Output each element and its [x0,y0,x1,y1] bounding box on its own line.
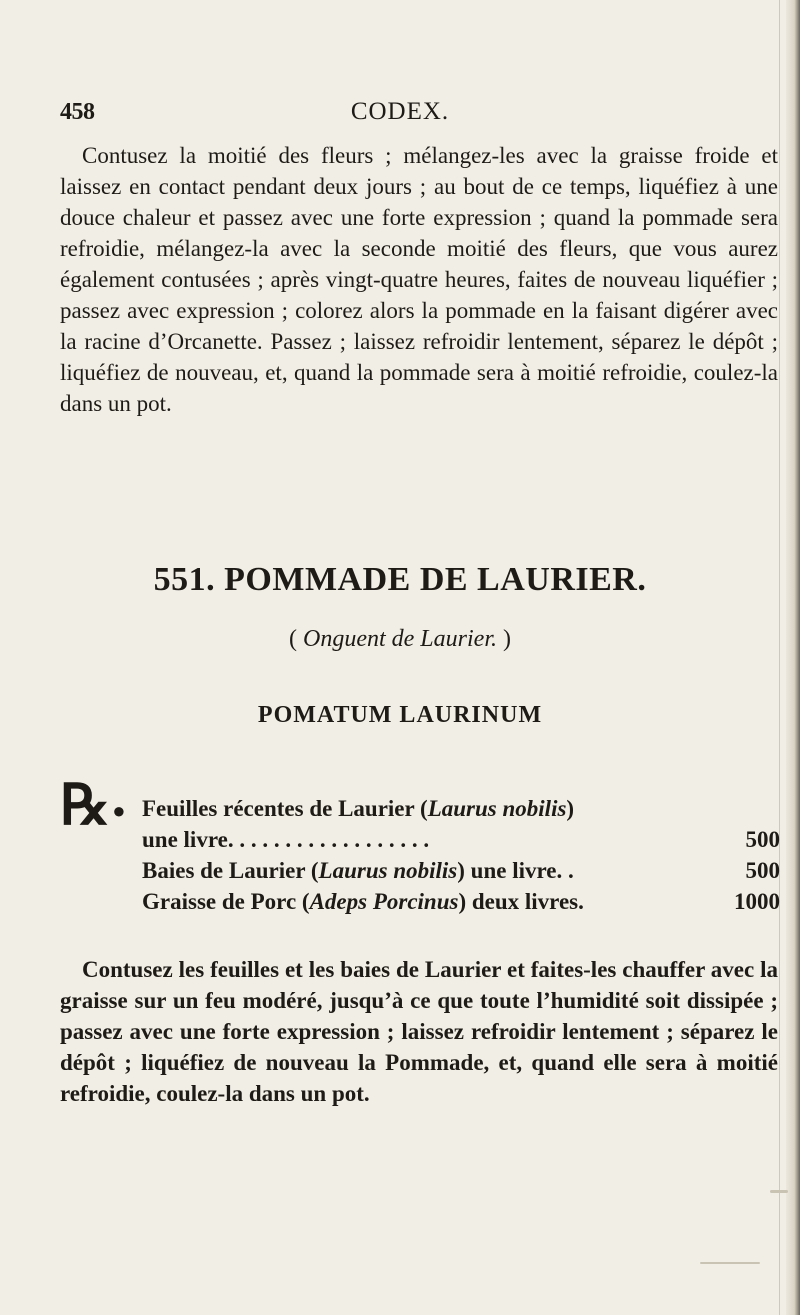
page-number: 458 [60,99,95,125]
ingredient-name-part: ) [566,796,575,821]
subtitle-italic: Onguent de Laurier. [303,626,497,652]
ingredient-name-part: une livre. . . . . . . . . . . . . . . . . . [142,827,430,852]
ingredient-line [142,886,780,917]
page-edge-line [779,0,780,1315]
ingredient-quantity: 500 [745,827,780,852]
latin-name: POMATUM LAURINUM [257,702,543,728]
ingredient-name-part: ) une livre. . [457,858,574,883]
ingredient-name-part: ) deux livres. [458,889,584,914]
rx-symbol [60,775,126,839]
section-subtitle [0,626,800,653]
subtitle-open-paren: ( [289,626,303,652]
method-paragraph: Contusez les feuilles et les baies de Laurier et faites-les chauffer avec la graisse sur un feu modéré, jusqu’à ce que toute l’humidité soit dissipée ; passez avec une forte expression ; laissez refroidir lentement ; séparez le dépôt ; liquéfiez de nouveau la Pommade, et, quand elle sera à moitié refroidie, coulez-la dans un pot. [60,957,778,1106]
ingredient-latin: Laurus nobilis [427,796,567,821]
ink-smudge [700,1262,760,1264]
running-head: CODEX. [350,98,450,125]
ink-smudge [770,1190,788,1193]
ingredient-name-part: Graisse de Porc ( [142,889,310,914]
ingredient-line [142,824,780,855]
section-title: 551. POMMADE DE LAURIER. [153,561,647,598]
subtitle-close-paren: ) [497,626,511,652]
intro-paragraph: Contusez la moitié des fleurs ; mélangez-les avec la graisse froide et laissez en contact pendant deux jours ; au bout de ce temps, liquéfiez à une douce chaleur et passez avec une forte expression ; quand la pommade sera refroidie, mélangez-la avec la seconde moitié des fleurs, que vous aurez également contusées ; après vingt-quatre heures, faites de nouveau liquéfier ; passez avec expression ; colorez alors la pommade en la faisant digérer avec la racine d’Orcanette. Passez ; laissez refroidir lentement, séparez le dépôt ; liquéfiez de nouveau, et, quand la pommade sera à moitié refroidie, coulez-la dans un pot. [60,143,778,416]
ingredient-line [142,793,780,824]
ingredient-latin: Laurus nobilis [318,858,458,883]
rx-glyph: ℞ [60,775,111,837]
ingredient-quantity: 1000 [734,889,780,914]
page-edge-shadow [786,0,800,1315]
ingredient-latin: Adeps Porcinus [309,889,459,914]
ingredient-line [142,855,780,886]
ingredient-name-part: Feuilles récentes de Laurier ( [142,796,428,821]
ingredient-name-part: Baies de Laurier ( [142,858,319,883]
ingredient-quantity: 500 [745,858,780,883]
page-header [0,92,800,132]
bullet-dot-icon: ● [112,798,126,824]
